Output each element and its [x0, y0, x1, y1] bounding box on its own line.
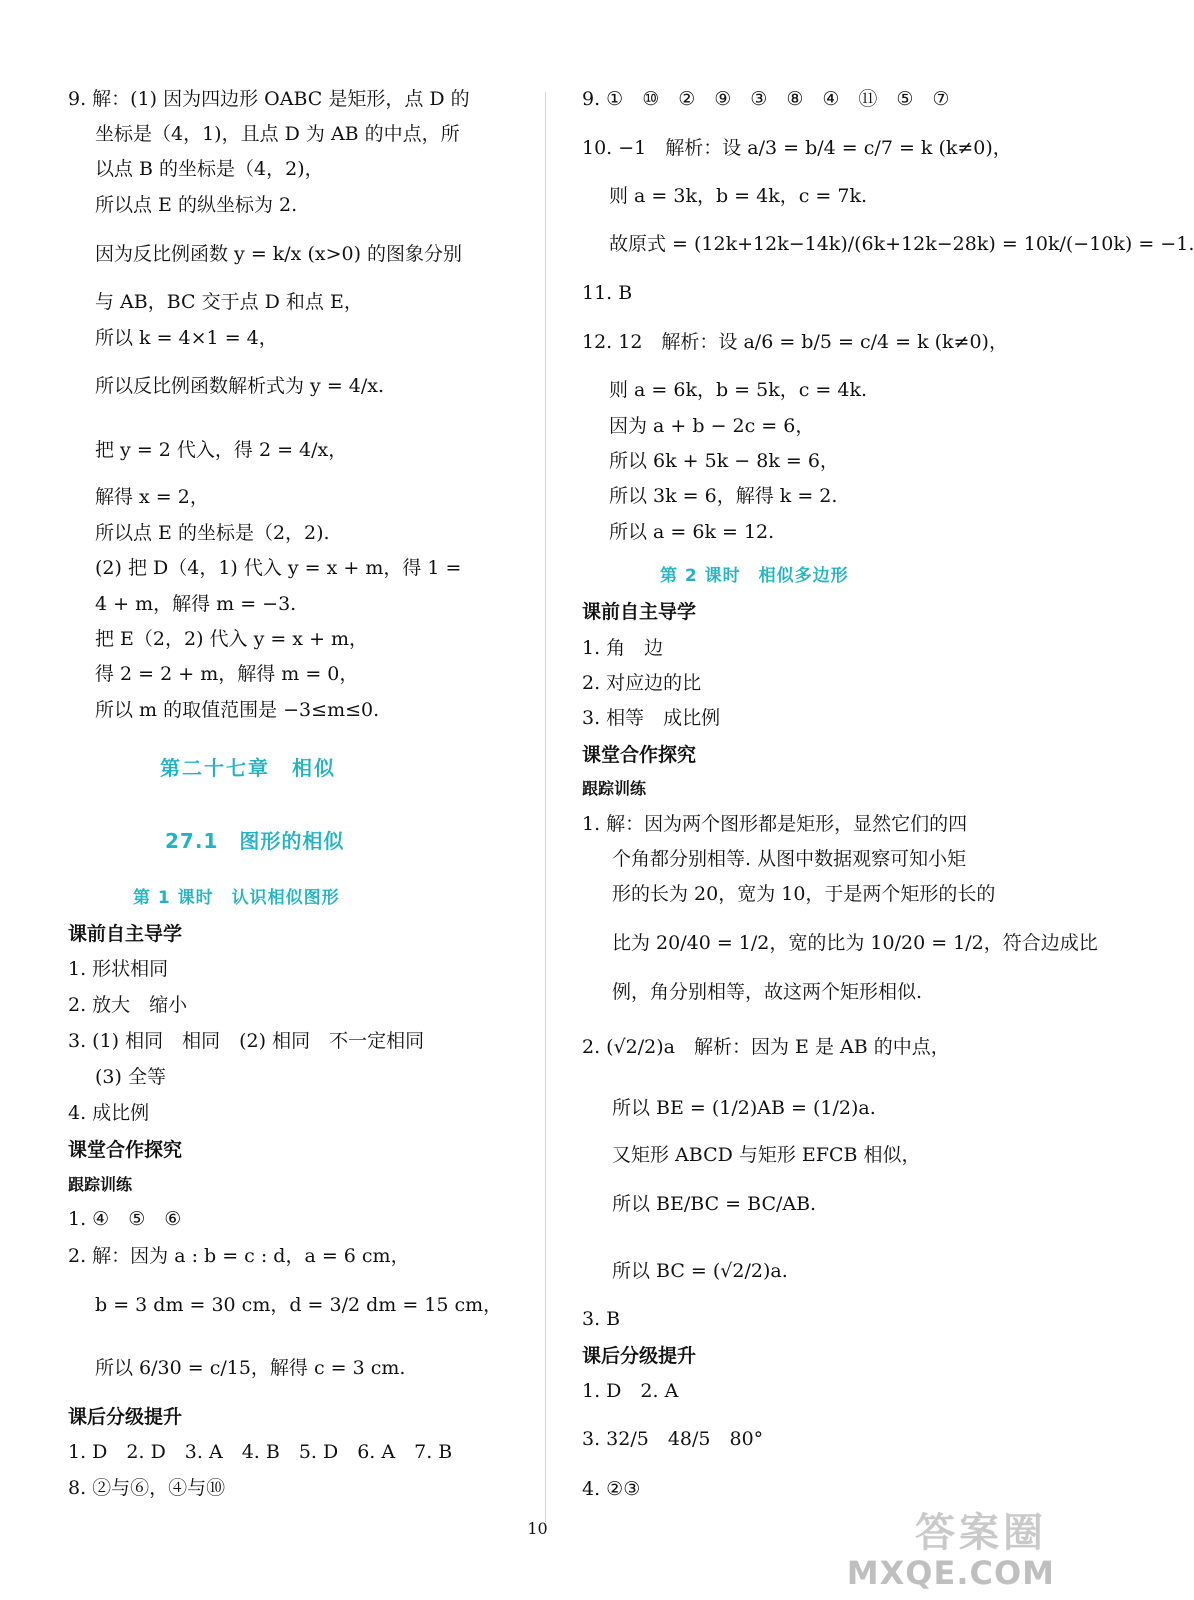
left-section-line: 1. ④ ⑤ ⑥ — [68, 1208, 182, 1230]
left-section-line: 所以 6/30 = c/15，解得 c = 3 cm. — [95, 1357, 406, 1379]
right-answer-line: 则 a = 3k，b = 4k，c = 7k. — [609, 185, 868, 207]
right-section-line: 2. (√2/2)a 解析：因为 E 是 AB 的中点， — [582, 1036, 950, 1058]
right-section-line: 4. ②③ — [582, 1478, 641, 1500]
left-answer-line: 所以点 E 的纵坐标为 2. — [95, 194, 298, 216]
right-section-line: 例，角分别相等，故这两个矩形相似. — [612, 981, 923, 1003]
right-answer-line: 12. 12 解析：设 a/6 = b/5 = c/4 = k (k≠0)， — [582, 331, 1008, 353]
right-section-line: 1. D 2. A — [582, 1380, 679, 1402]
left-section-line: b = 3 dm = 30 cm，d = 3/2 dm = 15 cm， — [95, 1294, 503, 1316]
left-answer-line: 得 2 = 2 + m，解得 m = 0， — [95, 663, 359, 685]
left-section-line: 3. (1) 相同 相同 (2) 相同 不一定相同 — [68, 1030, 425, 1052]
left-section-line: 课后分级提升 — [68, 1406, 183, 1428]
left-answer-line: 因为反比例函数 y = k/x (x>0) 的图象分别 — [95, 243, 463, 265]
right-answer-line: 则 a = 6k，b = 5k，c = 4k. — [609, 379, 868, 401]
left-answer-line: 与 AB，BC 交于点 D 和点 E， — [95, 291, 363, 313]
left-section-line: (3) 全等 — [95, 1066, 166, 1088]
left-section-line: 2. 解：因为 a : b = c : d，a = 6 cm， — [68, 1245, 410, 1267]
left-answer-line: 9. 解：(1) 因为四边形 OABC 是矩形，点 D 的 — [68, 88, 470, 110]
left-section-line: 课堂合作探究 — [68, 1139, 183, 1161]
left-section-line: 2. 放大 缩小 — [68, 994, 188, 1016]
left-answer-line: 4 + m，解得 m = −3. — [95, 593, 297, 615]
right-answer-line: 所以 3k = 6，解得 k = 2. — [609, 485, 838, 507]
right-answer-line: 11. B — [582, 282, 633, 304]
left-section-line: 1. D 2. D 3. A 4. B 5. D 6. A 7. B — [68, 1441, 453, 1463]
left-answer-line: 以点 B 的坐标是（4，2)， — [95, 158, 324, 180]
right-answer-line: 所以 a = 6k = 12. — [609, 521, 775, 543]
watermark-url: MXQE.COM — [846, 1554, 1055, 1592]
left-answer-line: 所以反比例函数解析式为 y = 4/x. — [95, 375, 385, 397]
left-section-line: 课前自主导学 — [68, 923, 183, 945]
right-section-line: 所以 BC = (√2/2)a. — [612, 1260, 788, 1282]
left-answer-line: 把 E（2，2) 代入 y = x + m， — [95, 628, 369, 650]
left-section-line: 8. ②与⑥，④与⑩ — [68, 1477, 226, 1499]
right-section-line: 课堂合作探究 — [582, 744, 697, 766]
left-section-line: 跟踪训练 — [68, 1175, 133, 1194]
left-answer-line: 解得 x = 2， — [95, 486, 209, 508]
right-answer-line: 故原式 = (12k+12k−14k)/(6k+12k−28k) = 10k/(−10k) = −1. — [609, 233, 1194, 255]
left-answer-line: (2) 把 D（4，1) 代入 y = x + m，得 1 = — [95, 557, 462, 579]
right-answer-line: 9. ① ⑩ ② ⑨ ③ ⑧ ④ ⑪ ⑤ ⑦ — [582, 88, 950, 110]
right-section-line: 1. 角 边 — [582, 637, 664, 659]
watermark-logo: 答案圈 — [915, 1510, 1047, 1556]
right-answer-line: 因为 a + b − 2c = 6， — [609, 415, 815, 437]
right-section-line: 1. 解：因为两个图形都是矩形，显然它们的四 — [582, 813, 968, 835]
right-section-line: 3. 32/5 48/5 80° — [582, 1428, 764, 1450]
right-section-line: 跟踪训练 — [582, 779, 647, 798]
left-answer-line: 所以 m 的取值范围是 −3≤m≤0. — [95, 699, 380, 721]
right-section-line: 课前自主导学 — [582, 601, 697, 623]
right-section-line: 课后分级提升 — [582, 1345, 697, 1367]
right-section-line: 所以 BE/BC = BC/AB. — [612, 1193, 817, 1215]
right-section-line: 又矩形 ABCD 与矩形 EFCB 相似， — [612, 1144, 921, 1166]
column-divider — [545, 92, 546, 1522]
right-section-line: 形的长为 20，宽为 10，于是两个矩形的长的 — [612, 883, 996, 905]
lesson-1-title: 第 1 课时 认识相似图形 — [133, 888, 340, 908]
right-section-line: 比为 20/40 = 1/2，宽的比为 10/20 = 1/2，符合边成比 — [612, 932, 1098, 954]
lesson-2-title: 第 2 课时 相似多边形 — [660, 566, 849, 586]
right-answer-line: 所以 6k + 5k − 8k = 6， — [609, 450, 839, 472]
right-section-line: 2. 对应边的比 — [582, 672, 702, 694]
right-section-line: 3. B — [582, 1308, 621, 1330]
section-title: 27.1 图形的相似 — [165, 829, 345, 853]
left-answer-line: 坐标是（4，1)，且点 D 为 AB 的中点，所 — [95, 123, 460, 145]
chapter-title: 第二十七章 相似 — [160, 756, 336, 780]
left-answer-line: 把 y = 2 代入，得 2 = 4/x， — [95, 439, 348, 461]
left-answer-line: 所以 k = 4×1 = 4， — [95, 327, 278, 349]
right-section-line: 个角都分别相等. 从图中数据观察可知小矩 — [612, 848, 967, 870]
left-answer-line: 所以点 E 的坐标是（2，2). — [95, 522, 330, 544]
right-answer-line: 10. −1 解析：设 a/3 = b/4 = c/7 = k (k≠0)， — [582, 137, 1012, 159]
right-section-line: 所以 BE = (1/2)AB = (1/2)a. — [612, 1097, 876, 1119]
left-section-line: 1. 形状相同 — [68, 958, 169, 980]
left-section-line: 4. 成比例 — [68, 1102, 150, 1124]
right-section-line: 3. 相等 成比例 — [582, 707, 721, 729]
page-number: 10 — [527, 1519, 548, 1538]
